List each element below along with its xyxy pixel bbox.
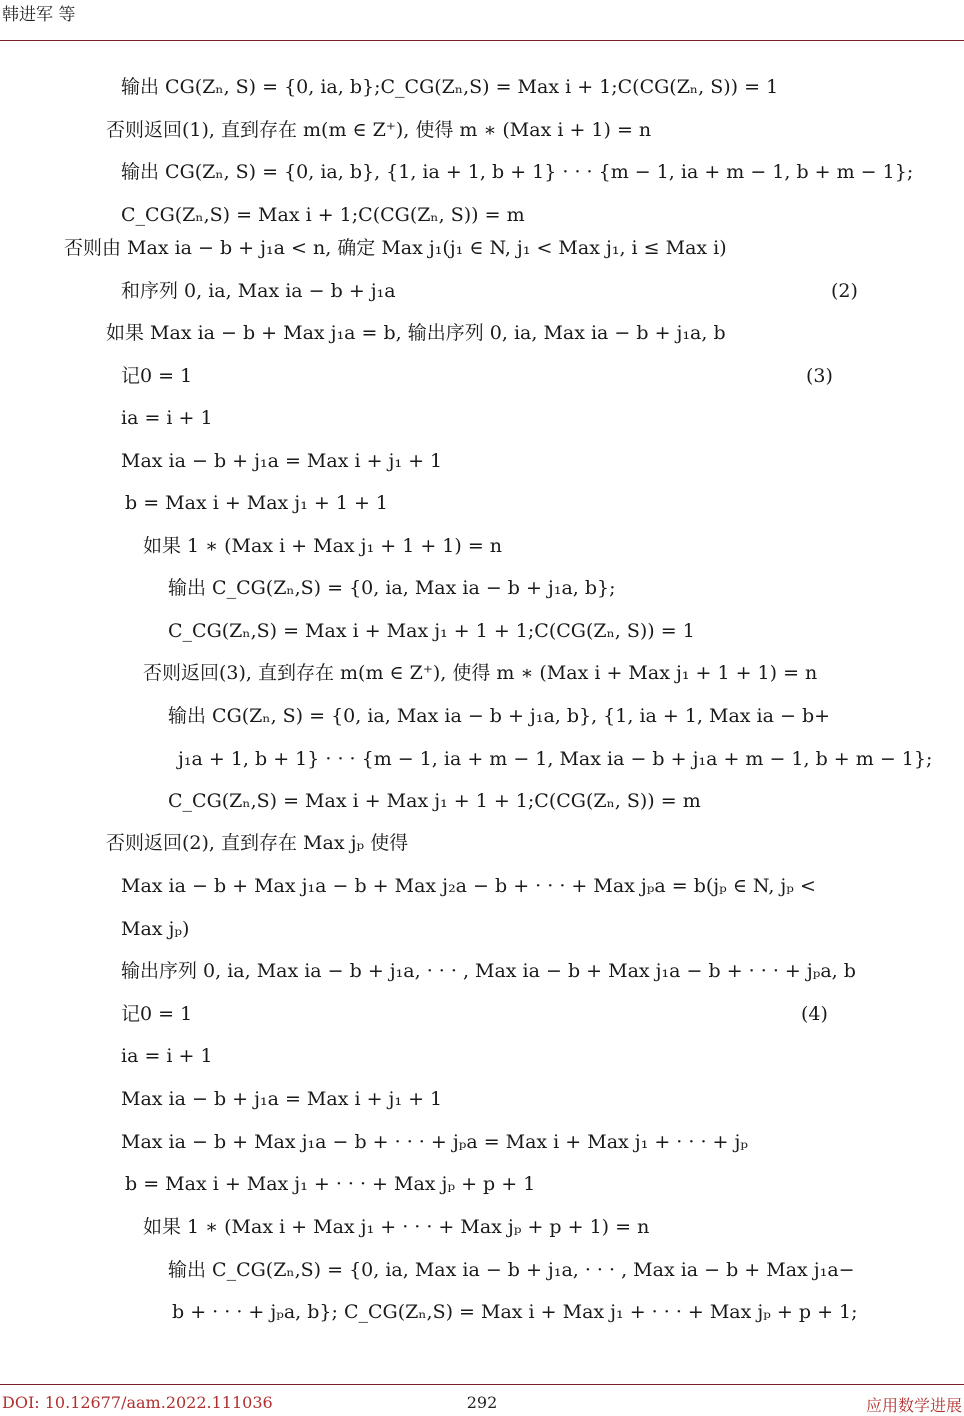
footer-page-number: 292 bbox=[466, 1393, 498, 1412]
algorithm-line: 如果 Max ia − b + Max j₁a = b, 输出序列 0, ia, Max ia − b + j₁a, b bbox=[106, 322, 726, 344]
algorithm-line: C_CG(Zₙ,S) = Max i + 1;C(CG(Zₙ, S)) = m bbox=[121, 204, 525, 226]
algorithm-line: Max ia − b + j₁a = Max i + j₁ + 1 bbox=[121, 1088, 443, 1110]
algorithm-line: b = Max i + Max j₁ + · · · + Max jₚ + p + 1 bbox=[125, 1173, 536, 1195]
equation-number: (2) bbox=[831, 280, 858, 302]
equation-number: (3) bbox=[806, 365, 833, 387]
algorithm-line: b = Max i + Max j₁ + 1 + 1 bbox=[125, 492, 388, 514]
algorithm-line: 记0 = 1 bbox=[121, 1003, 193, 1025]
footer-journal-name: 应用数学进展 bbox=[865, 1396, 962, 1415]
algorithm-line: 输出 C_CG(Zₙ,S) = {0, ia, Max ia − b + j₁a, b}; bbox=[168, 577, 616, 599]
algorithm-line: Max ia − b + Max j₁a − b + Max j₂a − b + · · · + Max jₚa = b(jₚ ∈ N, jₚ < bbox=[121, 875, 816, 897]
algorithm-line: Max ia − b + j₁a = Max i + j₁ + 1 bbox=[121, 450, 443, 472]
algorithm-line: 否则返回(1), 直到存在 m(m ∈ Z⁺), 使得 m ∗ (Max i + 1) = n bbox=[106, 119, 652, 141]
equation-number: (4) bbox=[801, 1003, 828, 1025]
algorithm-line: j₁a + 1, b + 1} · · · {m − 1, ia + m − 1, Max ia − b + j₁a + m − 1, b + m − 1}; bbox=[178, 748, 933, 770]
algorithm-line: 输出 CG(Zₙ, S) = {0, ia, b}, {1, ia + 1, b + 1} · · · {m − 1, ia + m − 1, b + m − 1}; bbox=[121, 161, 914, 183]
algorithm-line: b + · · · + jₚa, b}; C_CG(Zₙ,S) = Max i + Max j₁ + · · · + Max jₚ + p + 1; bbox=[172, 1301, 858, 1323]
algorithm-line: C_CG(Zₙ,S) = Max i + Max j₁ + 1 + 1;C(CG(Zₙ, S)) = 1 bbox=[168, 620, 695, 642]
algorithm-line: Max ia − b + Max j₁a − b + · · · + jₚa = Max i + Max j₁ + · · · + jₚ bbox=[121, 1131, 748, 1153]
algorithm-line: 否则返回(3), 直到存在 m(m ∈ Z⁺), 使得 m ∗ (Max i + Max j₁ + 1 + 1) = n bbox=[143, 662, 818, 684]
algorithm-line: 输出 CG(Zₙ, S) = {0, ia, b};C_CG(Zₙ,S) = Max i + 1;C(CG(Zₙ, S)) = 1 bbox=[121, 76, 779, 98]
header-authors: 韩进军 等 bbox=[2, 5, 76, 25]
algorithm-line: 如果 1 ∗ (Max i + Max j₁ + 1 + 1) = n bbox=[143, 535, 503, 557]
algorithm-line: 如果 1 ∗ (Max i + Max j₁ + · · · + Max jₚ + p + 1) = n bbox=[143, 1216, 650, 1238]
algorithm-line: 和序列 0, ia, Max ia − b + j₁a bbox=[121, 280, 396, 302]
algorithm-line: ia = i + 1 bbox=[121, 1045, 213, 1067]
algorithm-line: 否则由 Max ia − b + j₁a < n, 确定 Max j₁(j₁ ∈ N, j₁ < Max j₁, i ≤ Max i) bbox=[64, 237, 727, 259]
footer-doi-link[interactable]: DOI: 10.12677/aam.2022.111036 bbox=[2, 1393, 273, 1412]
algorithm-line: C_CG(Zₙ,S) = Max i + Max j₁ + 1 + 1;C(CG(Zₙ, S)) = m bbox=[168, 790, 701, 812]
algorithm-line: 输出序列 0, ia, Max ia − b + j₁a, · · · , Max ia − b + Max j₁a − b + · · · + jₚa, b bbox=[121, 960, 856, 982]
algorithm-line: 输出 CG(Zₙ, S) = {0, ia, Max ia − b + j₁a, b}, {1, ia + 1, Max ia − b+ bbox=[168, 705, 831, 727]
algorithm-line: Max jₚ) bbox=[121, 918, 190, 940]
algorithm-line: 记0 = 1 bbox=[121, 365, 193, 387]
algorithm-line: ia = i + 1 bbox=[121, 407, 213, 429]
algorithm-line: 否则返回(2), 直到存在 Max jₚ 使得 bbox=[106, 832, 409, 854]
page-footer bbox=[0, 1384, 964, 1415]
algorithm-line: 输出 C_CG(Zₙ,S) = {0, ia, Max ia − b + j₁a, · · · , Max ia − b + Max j₁a− bbox=[168, 1259, 855, 1281]
page-header bbox=[0, 0, 964, 41]
